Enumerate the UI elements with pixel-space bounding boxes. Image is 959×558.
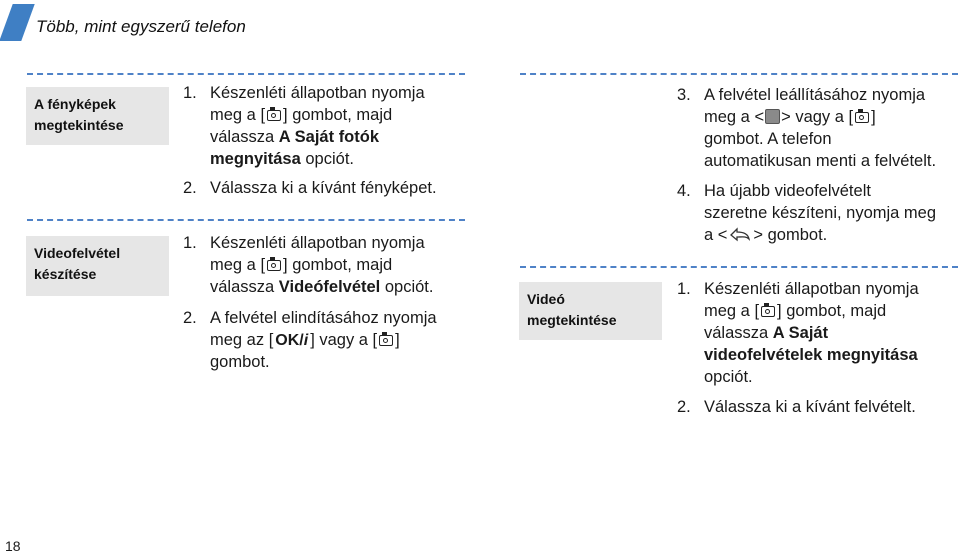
step-text: válassza bbox=[210, 128, 279, 146]
ok-key-label: OK/ bbox=[275, 332, 304, 349]
record-step-3 bbox=[677, 84, 959, 172]
step-text: Készenléti állapotban nyomja bbox=[704, 280, 919, 298]
navigation-key-icon bbox=[728, 226, 752, 244]
step-text: gombot. A telefon bbox=[704, 130, 832, 148]
camera-icon bbox=[378, 333, 394, 348]
label-line: Videó bbox=[527, 291, 565, 307]
step-text: > gombot. bbox=[753, 226, 828, 244]
stop-key-icon bbox=[765, 109, 780, 124]
step-text: opciót. bbox=[380, 278, 434, 296]
step-text: Válassza ki a kívánt felvételt. bbox=[704, 398, 916, 416]
step-text: Ha újabb videofelvételt bbox=[704, 182, 871, 200]
step-text: meg az [ bbox=[210, 331, 274, 349]
step-text: automatikusan menti a felvételt. bbox=[704, 152, 937, 170]
section-label-photos bbox=[26, 87, 169, 145]
step-text: meg a [ bbox=[704, 302, 760, 320]
section-label-video-view bbox=[519, 282, 662, 340]
camera-icon bbox=[266, 258, 282, 273]
record-step-4 bbox=[677, 180, 959, 246]
photos-step-1 bbox=[183, 82, 473, 170]
page-number: 18 bbox=[5, 538, 21, 554]
step-number: 2. bbox=[183, 179, 197, 197]
view-step-1 bbox=[677, 278, 959, 388]
ok-key-icon: OK/i bbox=[275, 332, 309, 349]
section-divider bbox=[27, 219, 465, 221]
step-number: 1. bbox=[183, 234, 197, 252]
camera-icon bbox=[854, 110, 870, 125]
step-number: 4. bbox=[677, 182, 691, 200]
step-number: 1. bbox=[677, 280, 691, 298]
step-text: ] bbox=[395, 331, 400, 349]
record-step-2 bbox=[183, 307, 473, 373]
section-divider bbox=[27, 73, 465, 75]
step-number: 3. bbox=[677, 86, 691, 104]
step-text: meg a [ bbox=[210, 256, 266, 274]
label-line: Videofelvétel bbox=[34, 245, 121, 261]
step-text: ] gombot, majd bbox=[283, 256, 393, 274]
step-text: meg a [ bbox=[210, 106, 266, 124]
camera-icon bbox=[760, 304, 776, 319]
step-text: ] gombot, majd bbox=[777, 302, 887, 320]
step-text: ] gombot, majd bbox=[283, 106, 393, 124]
menu-option-name: A Saját bbox=[772, 324, 829, 342]
section-label-video-record bbox=[26, 236, 169, 296]
step-text: Készenléti állapotban nyomja bbox=[210, 234, 425, 252]
camera-icon bbox=[266, 108, 282, 123]
menu-option-name: A Saját fotók bbox=[278, 128, 380, 146]
step-text: A felvétel elindításához nyomja bbox=[210, 309, 437, 327]
step-text: gombot. bbox=[210, 353, 270, 371]
step-text: Készenléti állapotban nyomja bbox=[210, 84, 425, 102]
page-header-title: Több, mint egyszerű telefon bbox=[36, 17, 246, 36]
step-text: szeretne készíteni, nyomja meg bbox=[704, 204, 937, 222]
step-text: ] vagy a [ bbox=[310, 331, 378, 349]
header-accent-bar bbox=[0, 4, 35, 41]
section-divider bbox=[520, 73, 958, 75]
step-text: Válassza ki a kívánt fényképet. bbox=[210, 179, 437, 197]
step-number: 2. bbox=[677, 398, 691, 416]
step-number: 1. bbox=[183, 84, 197, 102]
label-line: A fényképek bbox=[34, 96, 116, 112]
step-text: opciót. bbox=[704, 368, 753, 386]
view-step-2 bbox=[677, 396, 959, 418]
step-text: meg a < bbox=[704, 108, 765, 126]
label-line: megtekintése bbox=[34, 117, 124, 133]
menu-option-name: megnyitása bbox=[210, 150, 301, 168]
step-text: válassza bbox=[210, 278, 279, 296]
step-text: ] bbox=[871, 108, 876, 126]
step-text: A felvétel leállításához nyomja bbox=[704, 86, 926, 104]
step-text: > vagy a [ bbox=[781, 108, 854, 126]
label-line: megtekintése bbox=[527, 312, 617, 328]
record-step-1 bbox=[183, 232, 473, 298]
label-line: készítése bbox=[34, 266, 97, 282]
section-divider bbox=[520, 266, 958, 268]
photos-step-2 bbox=[183, 177, 473, 199]
step-text: opciót. bbox=[300, 150, 354, 168]
step-text: a < bbox=[704, 226, 728, 244]
menu-option-name: videofelvételek megnyitása bbox=[704, 346, 918, 364]
menu-option-name: Videófelvétel bbox=[278, 278, 381, 296]
step-text: válassza bbox=[704, 324, 773, 342]
step-number: 2. bbox=[183, 309, 197, 327]
